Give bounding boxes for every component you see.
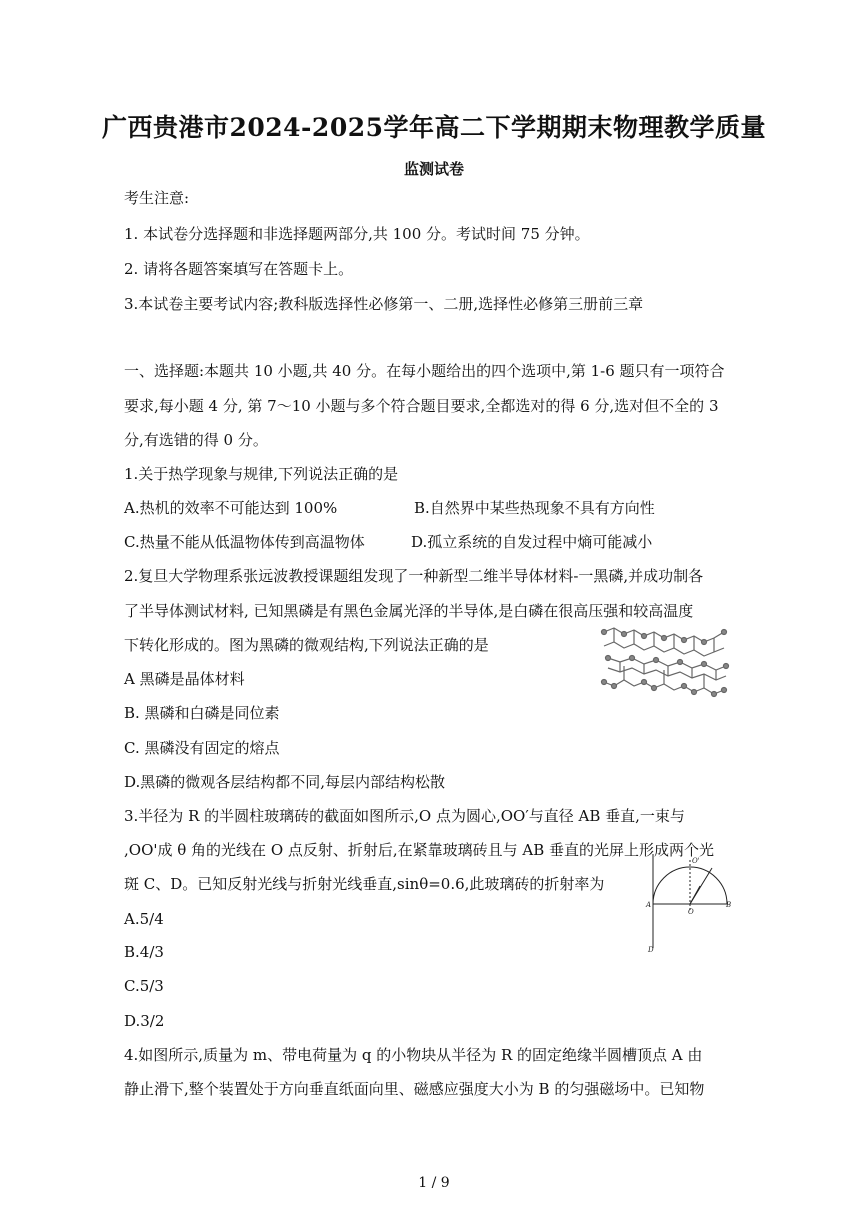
question-3-stem: ,OO'成 θ 角的光线在 O 点反射、折射后,在紧靠玻璃砖且与 AB 垂直的光屏上形成两个光: [124, 841, 715, 859]
question-3-option-c: C.5/3: [124, 977, 164, 995]
question-2-option-b: B. 黑磷和白磷是同位素: [124, 704, 280, 722]
question-4-stem: 4.如图所示,质量为 m、带电荷量为 q 的小物块从半径为 R 的固定绝缘半圆槽顶点 A 由: [124, 1046, 703, 1064]
question-2-stem: 下转化形成的。图为黑磷的微观结构,下列说法正确的是: [124, 636, 489, 654]
exam-subtitle: 监测试卷: [403, 160, 464, 178]
semicircle-glass-figure: [640, 852, 740, 958]
figure-label-o: O: [688, 908, 694, 916]
question-2-option-d: D.黑磷的微观各层结构都不同,每层内部结构松散: [124, 773, 446, 791]
question-1-stem: 1.关于热学现象与规律,下列说法正确的是: [124, 465, 399, 483]
question-4-stem: 静止滑下,整个装置处于方向垂直纸面向里、磁感应强度大小为 B 的匀强磁场中。已知物: [124, 1080, 705, 1098]
question-1-option-c: C.热量不能从低温物体传到高温物体: [124, 533, 365, 551]
question-1-option-b: B.自然界中某些热现象不具有方向性: [414, 499, 655, 517]
figure-label-b: B: [726, 901, 732, 909]
notice-heading: 考生注意:: [124, 189, 190, 207]
question-1-option-a: A.热机的效率不可能达到 100%: [124, 499, 338, 517]
question-3-option-b: B.4/3: [124, 943, 164, 961]
question-3-stem: 3.半径为 R 的半圆柱玻璃砖的截面如图所示,O 点为圆心,OO′与直径 AB 垂直,一束与: [124, 807, 685, 825]
black-phosphorus-structure-image: [600, 622, 730, 700]
question-2-option-a: A 黑磷是晶体材料: [124, 670, 245, 688]
figure-label-o-prime: O': [692, 857, 700, 865]
figure-label-a: A: [646, 901, 652, 909]
notice-item: 3.本试卷主要考试内容;教科版选择性必修第一、二册,选择性必修第三册前三章: [124, 295, 644, 313]
notice-item: 2. 请将各题答案填写在答题卡上。: [124, 260, 354, 278]
question-2-option-c: C. 黑磷没有固定的熔点: [124, 739, 280, 757]
section-instruction: 要求,每小题 4 分, 第 7～10 小题与多个符合题目要求,全都选对的得 6 分,选对但不全的 3: [124, 397, 719, 415]
exam-title: 广西贵港市2024-2025学年高二下学期期末物理教学质量: [101, 113, 767, 142]
figure-label-d: D: [648, 946, 654, 954]
question-1-option-d: D.孤立系统的自发过程中熵可能减小: [411, 533, 653, 551]
question-3-option-d: D.3/2: [124, 1012, 165, 1030]
notice-item: 1. 本试卷分选择题和非选择题两部分,共 100 分。考试时间 75 分钟。: [124, 225, 590, 243]
question-2-stem: 2.复旦大学物理系张远波教授课题组发现了一种新型二维半导体材料-一黑磷,并成功制各: [124, 567, 704, 585]
question-2-stem: 了半导体测试材料, 已知黑磷是有黑色金属光泽的半导体,是白磷在很高压强和较高温度: [124, 602, 694, 620]
question-3-option-a: A.5/4: [124, 910, 164, 928]
section-instruction: 分,有选错的得 0 分。: [124, 431, 268, 449]
page-number: 1 / 9: [418, 1175, 450, 1191]
question-3-stem: 斑 C、D。已知反射光线与折射光线垂直,sinθ=0.6,此玻璃砖的折射率为: [124, 875, 605, 893]
section-instruction: 一、选择题:本题共 10 小题,共 40 分。在每小题给出的四个选项中,第 1-6 题只有一项符合: [124, 362, 725, 380]
